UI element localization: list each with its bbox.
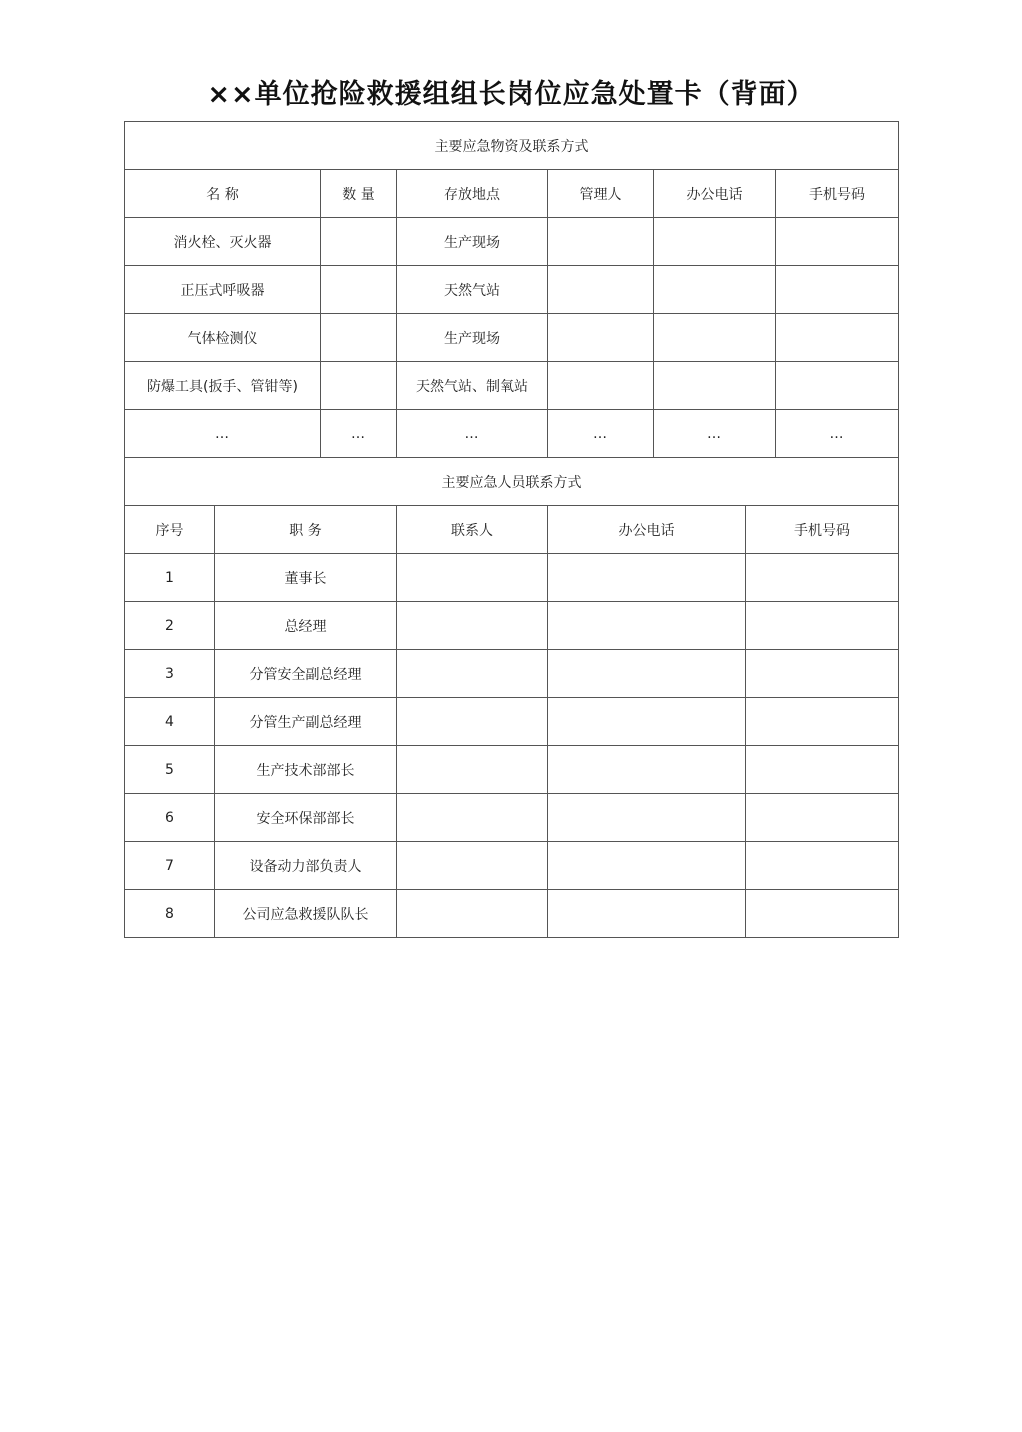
table-row [125,698,899,746]
person-index: 3 [125,650,215,698]
person-office-phone [548,842,746,890]
person-mobile [746,698,899,746]
person-mobile [746,554,899,602]
page-title: ××单位抢险救援组组长岗位应急处置卡（背面） [207,79,815,110]
ellipsis-cell: … [321,410,397,458]
person-index: 2 [125,602,215,650]
table-row [125,266,899,314]
person-position: 安全环保部部长 [215,794,397,842]
material-office-phone [654,362,776,410]
table-row [125,794,899,842]
emergency-card-table [124,121,899,938]
material-location: 生产现场 [397,218,548,266]
col-header-manager: 管理人 [548,170,654,218]
material-mobile [776,266,899,314]
person-index: 1 [125,554,215,602]
person-contact [397,554,548,602]
material-mobile [776,314,899,362]
person-contact [397,698,548,746]
table-row [125,314,899,362]
person-contact [397,794,548,842]
person-position: 分管安全副总经理 [215,650,397,698]
person-office-phone [548,650,746,698]
person-position: 总经理 [215,602,397,650]
person-office-phone [548,746,746,794]
col-header-mobile: 手机号码 [776,170,899,218]
material-location: 生产现场 [397,314,548,362]
col-header-contact: 联系人 [397,506,548,554]
materials-section-title: 主要应急物资及联系方式 [125,122,899,170]
col-header-mobile: 手机号码 [746,506,899,554]
personnel-section-title: 主要应急人员联系方式 [125,458,899,506]
person-index: 5 [125,746,215,794]
col-header-office-phone: 办公电话 [548,506,746,554]
person-contact [397,602,548,650]
material-name: 防爆工具(扳手、管钳等) [125,362,321,410]
table-row [125,410,899,458]
table-row [125,746,899,794]
material-quantity [321,314,397,362]
material-mobile [776,218,899,266]
person-contact [397,746,548,794]
material-manager [548,266,654,314]
ellipsis-cell: … [548,410,654,458]
person-position: 董事长 [215,554,397,602]
person-mobile [746,746,899,794]
col-header-office-phone: 办公电话 [654,170,776,218]
material-name: 气体检测仪 [125,314,321,362]
material-office-phone [654,314,776,362]
material-office-phone [654,218,776,266]
material-quantity [321,218,397,266]
person-contact [397,650,548,698]
table-row [125,650,899,698]
table-row [125,842,899,890]
person-office-phone [548,554,746,602]
materials-header-row [125,170,899,218]
col-header-name: 名 称 [125,170,321,218]
table-row [125,554,899,602]
material-location: 天然气站、制氧站 [397,362,548,410]
person-contact [397,842,548,890]
col-header-position: 职 务 [215,506,397,554]
person-office-phone [548,890,746,938]
person-mobile [746,650,899,698]
material-office-phone [654,266,776,314]
table-row [125,218,899,266]
person-index: 4 [125,698,215,746]
material-quantity [321,362,397,410]
person-position: 公司应急救援队队长 [215,890,397,938]
person-position: 设备动力部负责人 [215,842,397,890]
person-index: 8 [125,890,215,938]
material-location: 天然气站 [397,266,548,314]
person-position: 生产技术部部长 [215,746,397,794]
person-mobile [746,842,899,890]
material-manager [548,362,654,410]
table-row [125,362,899,410]
table-row [125,890,899,938]
person-index: 6 [125,794,215,842]
material-manager [548,218,654,266]
ellipsis-cell: … [125,410,321,458]
person-mobile [746,890,899,938]
person-contact [397,890,548,938]
col-header-location: 存放地点 [397,170,548,218]
ellipsis-cell: … [776,410,899,458]
person-office-phone [548,602,746,650]
ellipsis-cell: … [654,410,776,458]
person-mobile [746,602,899,650]
person-position: 分管生产副总经理 [215,698,397,746]
person-office-phone [548,698,746,746]
ellipsis-cell: … [397,410,548,458]
material-mobile [776,362,899,410]
person-index: 7 [125,842,215,890]
personnel-header-row [125,506,899,554]
material-quantity [321,266,397,314]
col-header-index: 序号 [125,506,215,554]
col-header-quantity: 数 量 [321,170,397,218]
material-name: 正压式呼吸器 [125,266,321,314]
table-row [125,602,899,650]
material-name: 消火栓、灭火器 [125,218,321,266]
person-office-phone [548,794,746,842]
person-mobile [746,794,899,842]
material-manager [548,314,654,362]
